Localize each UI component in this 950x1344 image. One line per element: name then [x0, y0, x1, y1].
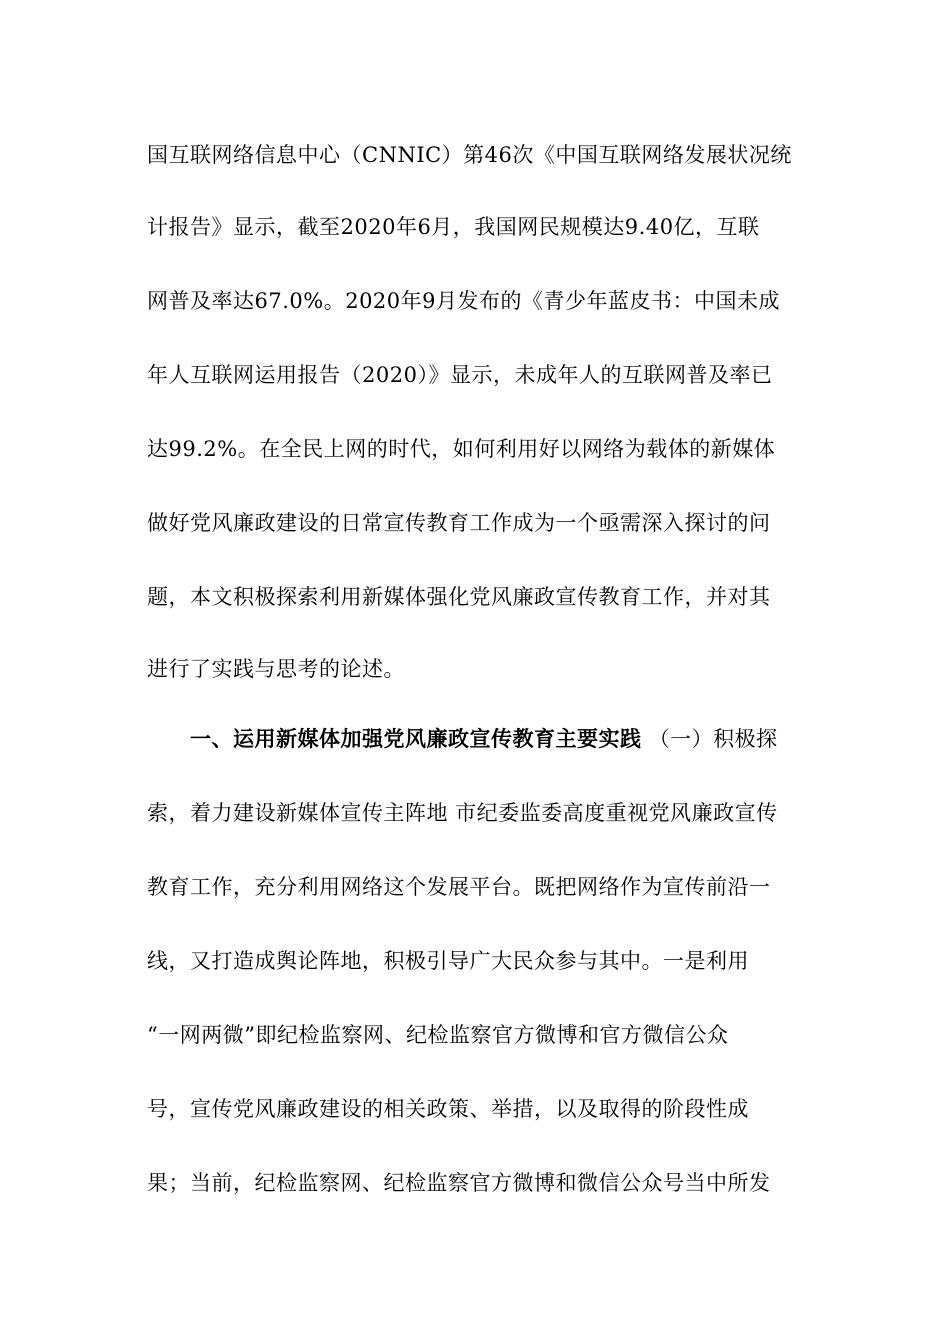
paragraph-line: 达99.2%。在全民上网的时代，如何利用好以网络为载体的新媒体: [147, 437, 776, 461]
paragraph-line: 号，宣传党风廉政建设的相关政策、举措，以及取得的阶段性成: [147, 1097, 749, 1121]
paragraph-line: 计报告》显示，截至2020年6月，我国网民规模达9.40亿，互联: [147, 215, 760, 239]
subsection-heading-start: （一）积极探: [648, 727, 778, 751]
paragraph-line: 国互联网络信息中心（CNNIC）第46次《中国互联网络发展状况统: [147, 143, 792, 167]
paragraph-line: 网普及率达67.0%。2020年9月发布的《青少年蓝皮书：中国未成: [147, 289, 781, 313]
paragraph-line: 线，又打造成舆论阵地，积极引导广大民众参与其中。一是利用: [147, 949, 749, 973]
paragraph-line: 果；当前，纪检监察网、纪检监察官方微博和微信公众号当中所发: [147, 1171, 771, 1195]
paragraph-line: 题，本文积极探索利用新媒体强化党风廉政宣传教育工作，并对其: [147, 585, 771, 609]
paragraph-line: 年人互联网运用报告（2020）》显示，未成年人的互联网普及率已: [147, 363, 773, 387]
paragraph-line: 教育工作，充分利用网络这个发展平台。既把网络作为宣传前沿一: [147, 875, 771, 899]
section-heading-title: 一、运用新媒体加强党风廉政宣传教育主要实践: [190, 726, 642, 751]
paragraph-line: 做好党风廉政建设的日常宣传教育工作成为一个亟需深入探讨的问: [147, 511, 771, 535]
section-heading: [190, 726, 778, 752]
paragraph-line: “一网两微”即纪检监察网、纪检监察官方微博和官方微信公众: [147, 1023, 729, 1047]
paragraph-line: 索，着力建设新媒体宣传主阵地 市纪委监委高度重视党风廉政宣传: [147, 801, 778, 825]
paragraph-line: 进行了实践与思考的论述。: [147, 657, 405, 681]
